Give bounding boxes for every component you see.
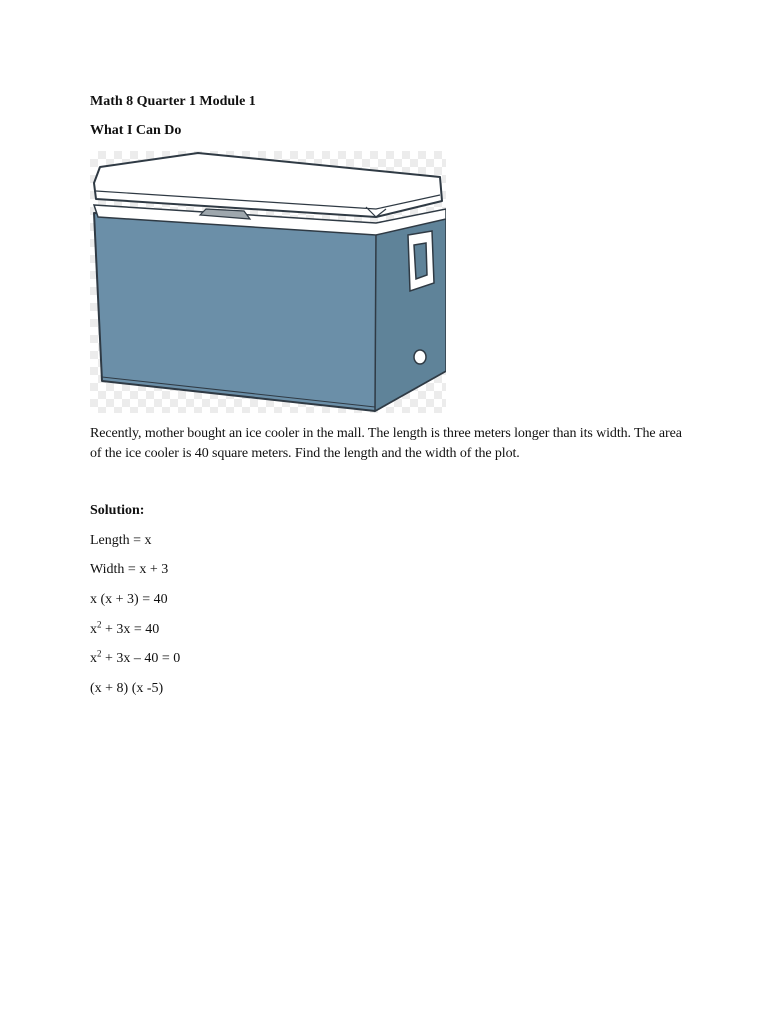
problem-statement: Recently, mother bought an ice cooler in the mall. The length is three meters longer than its width. The area of the ice cooler is 40 square meters. Find the length and the width of the plot. <box>90 426 682 461</box>
solution-step-6: (x + 8) (x -5) <box>90 681 164 696</box>
ice-cooler-icon <box>90 151 446 413</box>
step-5-exponent: 2 <box>97 648 102 659</box>
document-title: Math 8 Quarter 1 Module 1 <box>90 94 256 109</box>
cooler-drain-plug <box>414 350 426 364</box>
section-heading: What I Can Do <box>90 123 182 138</box>
step-4-exponent: 2 <box>97 619 102 630</box>
solution-step-5 <box>90 648 181 667</box>
solution-heading: Solution: <box>90 503 145 518</box>
step-5-base: x <box>90 651 97 666</box>
step-5-rest: + 3x – 40 = 0 <box>101 651 181 666</box>
ice-cooler-figure <box>90 151 446 413</box>
cooler-lid-top <box>94 153 442 217</box>
step-4-rest: + 3x = 40 <box>101 622 160 637</box>
solution-step-1: Length = x <box>90 533 152 548</box>
solution-step-3: x (x + 3) = 40 <box>90 592 168 607</box>
step-4-base: x <box>90 622 97 637</box>
solution-step-4 <box>90 619 160 638</box>
solution-step-2: Width = x + 3 <box>90 562 169 577</box>
